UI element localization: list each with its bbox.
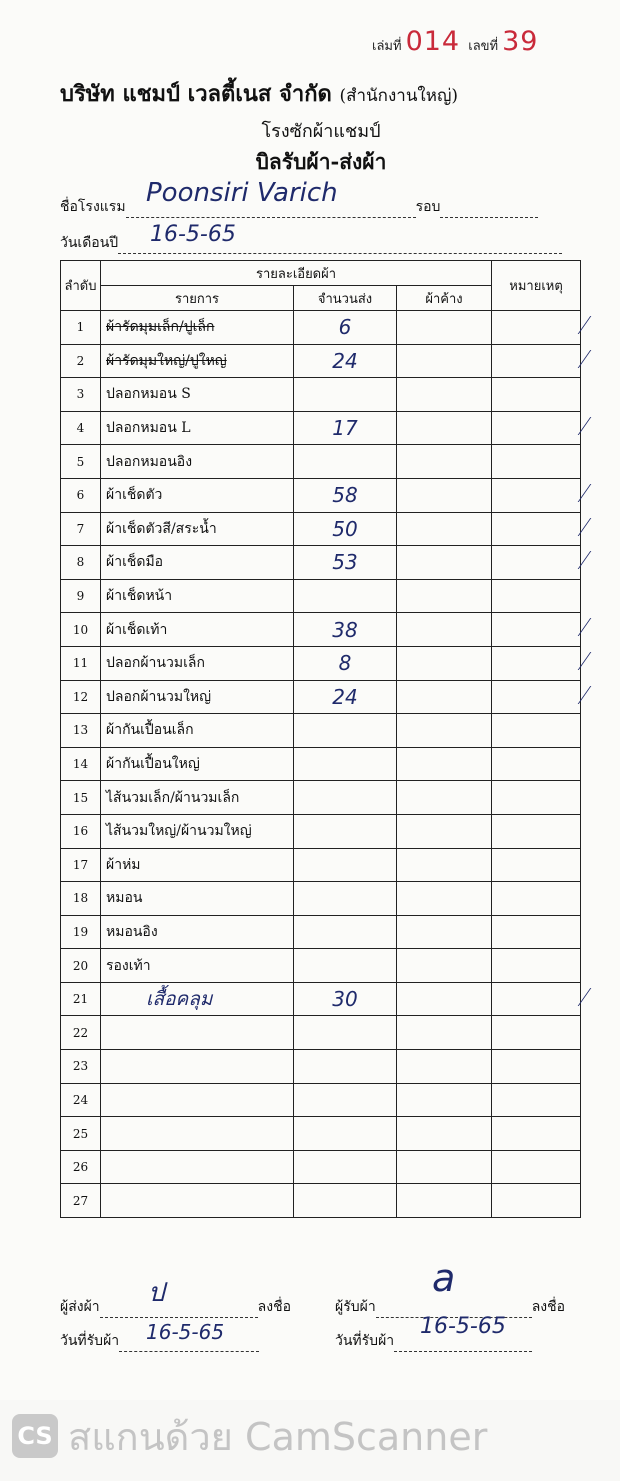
row-number: 14 [61, 747, 101, 781]
row-sent-qty [294, 1150, 397, 1184]
table-row [61, 478, 581, 512]
row-sent-qty: 24 [294, 344, 397, 378]
row-number: 22 [61, 1016, 101, 1050]
row-pending [397, 814, 492, 848]
col-no-header: ลำดับ [61, 261, 101, 311]
number-value: 39 [502, 26, 539, 57]
row-pending [397, 882, 492, 916]
row-item: หมอนอิง [101, 915, 294, 949]
row-pending [397, 546, 492, 580]
row-sent-qty: 6 [294, 311, 397, 345]
row-remark [492, 1117, 581, 1151]
row-remark [492, 478, 581, 512]
row-pending [397, 982, 492, 1016]
row-pending [397, 1117, 492, 1151]
row-item: ผ้าเช็ดหน้า [101, 579, 294, 613]
book-number [368, 26, 538, 57]
row-item: รองเท้า [101, 949, 294, 983]
row-remark [492, 579, 581, 613]
row-number: 5 [61, 445, 101, 479]
row-item: ผ้ารัดมุมเล็ก/ปูเล็ก [101, 311, 294, 345]
row-sent-qty [294, 882, 397, 916]
row-remark [492, 714, 581, 748]
col-item-header: รายการ [101, 286, 294, 311]
receiver-sign-label: ลงชื่อ [531, 1299, 566, 1315]
row-remark [492, 445, 581, 479]
table-row [61, 915, 581, 949]
camscanner-text: สแกนด้วย CamScanner [68, 1414, 488, 1459]
row-sent-qty [294, 949, 397, 983]
row-item: ปลอกผ้านวมใหญ่ [101, 680, 294, 714]
row-remark [492, 1184, 581, 1218]
row-remark [492, 982, 581, 1016]
row-sent-qty: 53 [294, 546, 397, 580]
table-row [61, 411, 581, 445]
row-item: ผ้าเช็ดมือ [101, 546, 294, 580]
sender-field [60, 1296, 291, 1318]
row-sent-qty [294, 915, 397, 949]
row-item: ปลอกผ้านวมเล็ก [101, 646, 294, 680]
table-row [61, 949, 581, 983]
row-item [101, 1150, 294, 1184]
row-sent-qty: 30 [294, 982, 397, 1016]
row-pending [397, 378, 492, 412]
date-value: 16-5-65 [150, 222, 236, 247]
book-label: เล่มที่ [372, 39, 402, 54]
sent-date-label: วันที่รับผ้า [60, 1333, 120, 1349]
row-sent-qty [294, 747, 397, 781]
row-number: 24 [61, 1083, 101, 1117]
row-sent-qty [294, 1117, 397, 1151]
row-number: 17 [61, 848, 101, 882]
col-remark-header: หมายเหตุ [492, 261, 581, 311]
recv-date-value: 16-5-65 [420, 1314, 506, 1339]
row-number: 11 [61, 646, 101, 680]
row-sent-qty [294, 1016, 397, 1050]
row-number: 21 [61, 982, 101, 1016]
receiver-signature: a [432, 1256, 456, 1300]
row-number: 12 [61, 680, 101, 714]
row-sent-qty [294, 814, 397, 848]
row-sent-qty [294, 1083, 397, 1117]
row-item: ไส้นวมเล็ก/ผ้านวมเล็ก [101, 781, 294, 815]
row-number: 7 [61, 512, 101, 546]
row-remark [492, 848, 581, 882]
row-sent-qty [294, 1050, 397, 1084]
row-number: 23 [61, 1050, 101, 1084]
hotel-label: ชื่อโรงแรม [60, 199, 126, 215]
table-row [61, 814, 581, 848]
table-row [61, 848, 581, 882]
table-row [61, 579, 581, 613]
row-sent-qty [294, 378, 397, 412]
row-item: ผ้าเช็ดเท้า [101, 613, 294, 647]
factory-name: โรงซักผ้าแชมป์ [261, 121, 381, 142]
row-sent-qty [294, 445, 397, 479]
date-label: วันเดือนปี [60, 235, 119, 251]
row-pending [397, 747, 492, 781]
row-pending [397, 478, 492, 512]
col-sent-header: จำนวนส่ง [294, 286, 397, 311]
row-pending [397, 915, 492, 949]
row-sent-qty: 17 [294, 411, 397, 445]
table-row [61, 714, 581, 748]
row-sent-qty [294, 714, 397, 748]
book-number-value: 014 [405, 26, 461, 57]
row-item: ปลอกหมอน S [101, 378, 294, 412]
row-remark [492, 747, 581, 781]
row-remark [492, 546, 581, 580]
row-remark [492, 814, 581, 848]
sender-sign-label: ลงชื่อ [257, 1299, 291, 1315]
row-number: 13 [61, 714, 101, 748]
table-row [61, 680, 581, 714]
row-sent-qty [294, 781, 397, 815]
row-pending [397, 1083, 492, 1117]
table-row [61, 882, 581, 916]
row-remark [492, 1083, 581, 1117]
row-item: ปลอกหมอน L [101, 411, 294, 445]
row-remark [492, 882, 581, 916]
row-number: 8 [61, 546, 101, 580]
row-remark [492, 781, 581, 815]
table-row [61, 344, 581, 378]
row-pending [397, 714, 492, 748]
row-number: 27 [61, 1184, 101, 1218]
row-sent-qty: 38 [294, 613, 397, 647]
row-number: 2 [61, 344, 101, 378]
table-row [61, 1150, 581, 1184]
row-sent-qty: 8 [294, 646, 397, 680]
row-item: ผ้าห่ม [101, 848, 294, 882]
row-sent-qty: 24 [294, 680, 397, 714]
row-remark [492, 1150, 581, 1184]
recv-date-label: วันที่รับผ้า [335, 1333, 395, 1349]
row-number: 16 [61, 814, 101, 848]
row-item: ผ้าเช็ดตัวสี/สระน้ำ [101, 512, 294, 546]
table-row [61, 781, 581, 815]
sender-label: ผู้ส่งผ้า [60, 1299, 100, 1315]
row-number: 26 [61, 1150, 101, 1184]
row-pending [397, 1050, 492, 1084]
table-row [61, 747, 581, 781]
row-item [101, 1083, 294, 1117]
sent-date-value: 16-5-65 [146, 1320, 225, 1344]
row-item: ปลอกหมอนอิง [101, 445, 294, 479]
table-row [61, 646, 581, 680]
row-pending [397, 949, 492, 983]
row-remark [492, 915, 581, 949]
row-remark [492, 311, 581, 345]
col-pending-header: ผ้าค้าง [397, 286, 492, 311]
row-remark [492, 1050, 581, 1084]
row-pending [397, 311, 492, 345]
company-title: บริษัท แชมป์ เวลตี้เนส จำกัด [60, 81, 332, 107]
row-remark [492, 949, 581, 983]
row-item: ไส้นวมใหญ่/ผ้านวมใหญ่ [101, 814, 294, 848]
row-item: ผ้ากันเปื้อนเล็ก [101, 714, 294, 748]
row-pending [397, 680, 492, 714]
row-pending [397, 411, 492, 445]
bill-title: บิลรับผ้า-ส่งผ้า [255, 149, 387, 174]
row-item: ผ้าเช็ดตัว [101, 478, 294, 512]
hotel-value: Poonsiri Varich [146, 178, 338, 208]
row-item [101, 1117, 294, 1151]
date-field [60, 232, 562, 254]
table-row [61, 1050, 581, 1084]
row-pending [397, 613, 492, 647]
row-number: 9 [61, 579, 101, 613]
receiver-label: ผู้รับผ้า [335, 1299, 376, 1315]
row-pending [397, 1150, 492, 1184]
row-pending [397, 646, 492, 680]
row-item [101, 1184, 294, 1218]
row-item [101, 1016, 294, 1050]
row-number: 15 [61, 781, 101, 815]
table-row [61, 1016, 581, 1050]
table-row [61, 512, 581, 546]
row-sent-qty [294, 1184, 397, 1218]
row-item: ผ้ากันเปื้อนใหญ่ [101, 747, 294, 781]
row-item [101, 1050, 294, 1084]
table-row [61, 378, 581, 412]
col-detail-header: รายละเอียดผ้า [101, 261, 492, 286]
row-remark [492, 646, 581, 680]
row-number: 18 [61, 882, 101, 916]
row-sent-qty [294, 579, 397, 613]
row-pending [397, 1184, 492, 1218]
row-sent-qty [294, 848, 397, 882]
table-row [61, 445, 581, 479]
row-pending [397, 848, 492, 882]
row-pending [397, 445, 492, 479]
row-number: 3 [61, 378, 101, 412]
row-remark [492, 378, 581, 412]
row-number: 25 [61, 1117, 101, 1151]
company-name [60, 76, 580, 111]
sender-signature: ป [148, 1278, 165, 1308]
row-number: 4 [61, 411, 101, 445]
table-row [61, 982, 581, 1016]
row-number: 19 [61, 915, 101, 949]
table-row [61, 546, 581, 580]
row-item: ผ้ารัดมุมใหญ่/ปูใหญ่ [101, 344, 294, 378]
table-row [61, 1083, 581, 1117]
row-number: 10 [61, 613, 101, 647]
table-row [61, 613, 581, 647]
row-number: 1 [61, 311, 101, 345]
number-label: เลขที่ [468, 39, 499, 54]
laundry-table [60, 260, 581, 1218]
row-remark [492, 1016, 581, 1050]
table-row [61, 1117, 581, 1151]
row-pending [397, 781, 492, 815]
row-number: 20 [61, 949, 101, 983]
camscanner-watermark [12, 1412, 487, 1460]
round-label: รอบ [415, 199, 441, 215]
row-item: หมอน [101, 882, 294, 916]
row-item: เสื้อคลุม [101, 982, 294, 1016]
row-remark [492, 411, 581, 445]
row-pending [397, 579, 492, 613]
row-remark [492, 512, 581, 546]
row-remark [492, 680, 581, 714]
row-remark [492, 613, 581, 647]
row-sent-qty: 58 [294, 478, 397, 512]
row-pending [397, 344, 492, 378]
row-pending [397, 512, 492, 546]
row-remark [492, 344, 581, 378]
table-row [61, 1184, 581, 1218]
row-number: 6 [61, 478, 101, 512]
company-branch: (สำนักงานใหญ่) [339, 86, 459, 106]
camscanner-logo-icon: CS [12, 1414, 58, 1458]
table-row [61, 311, 581, 345]
row-sent-qty: 50 [294, 512, 397, 546]
row-pending [397, 1016, 492, 1050]
